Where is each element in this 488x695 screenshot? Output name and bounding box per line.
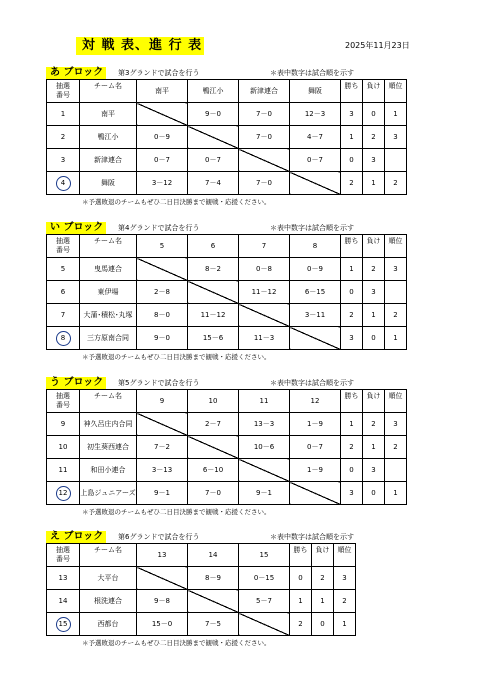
win-header: 勝ち [341,80,363,103]
rank-value: 3 [334,567,356,590]
score-cell: 0－15 [239,567,290,590]
lot-header [47,390,80,413]
score-cell: 7－0 [239,103,290,126]
lot-cell: 1 [47,103,80,126]
lot-cell: 9 [47,413,80,436]
score-cell: 7－0 [239,126,290,149]
lot-label: 抽選 [56,237,70,245]
table-row [47,103,407,126]
opponent-header: 7 [239,235,290,258]
self-match-cell [188,126,239,149]
team-name: 西都台 [80,613,137,636]
lose-header: 負け [312,544,334,567]
rank-value: 2 [385,436,407,459]
score-cell: 8－9 [188,567,239,590]
lose-count: 1 [363,172,385,195]
team-name: 鴨江小 [80,126,137,149]
lot-cell [47,482,80,505]
lot-label: 抽選 [56,392,70,400]
win-count: 3 [341,482,363,505]
team-name: 南平 [80,103,137,126]
self-match-cell [290,327,341,350]
block-ground-note: 第6グランドで試合を行う [118,533,200,541]
self-match-cell [239,149,290,172]
score-cell: 11－3 [239,327,290,350]
lose-count: 2 [363,413,385,436]
table-row [47,482,407,505]
lot-cell [47,172,80,195]
win-count: 3 [341,103,363,126]
score-cell: 8－2 [188,258,239,281]
win-count: 2 [341,436,363,459]
lot-label: 番号 [56,246,70,254]
win-count: 2 [341,304,363,327]
self-match-cell [137,413,188,436]
opponent-header: 鴨江小 [188,80,239,103]
score-order-note: ＊表中数字は試合順を示す [270,533,354,541]
score-cell: 10－6 [239,436,290,459]
block [46,377,407,516]
rank-value [385,149,407,172]
lot-label: 番号 [56,401,70,409]
opponent-header: 11 [239,390,290,413]
self-match-cell [188,281,239,304]
lot-cell: 3 [47,149,80,172]
win-count: 1 [341,258,363,281]
score-cell: 2－7 [188,413,239,436]
rank-header: 順位 [385,235,407,258]
score-cell: 2－8 [137,281,188,304]
win-count: 0 [290,567,312,590]
score-cell: 0－8 [239,258,290,281]
opponent-header: 13 [137,544,188,567]
rank-header: 順位 [385,390,407,413]
win-count: 1 [341,413,363,436]
score-cell: 0－7 [290,149,341,172]
score-cell: 15－0 [137,613,188,636]
rank-header: 順位 [334,544,356,567]
lose-count: 2 [363,258,385,281]
lot-number-circled: 4 [56,176,71,191]
lot-cell [47,613,80,636]
rank-value: 2 [385,172,407,195]
win-count: 1 [341,126,363,149]
score-cell: 7－2 [137,436,188,459]
self-match-cell [137,567,188,590]
lot-cell: 10 [47,436,80,459]
team-header: チーム名 [80,390,137,413]
win-count: 0 [341,459,363,482]
opponent-header: 舞阪 [290,80,341,103]
lose-count: 3 [363,281,385,304]
lose-count: 0 [363,103,385,126]
table-row [47,281,407,304]
lot-number-circled: 12 [56,486,71,501]
team-name: 上島ジュニアーズ [80,482,137,505]
lot-cell: 14 [47,590,80,613]
score-cell: 9－8 [137,590,188,613]
lose-count: 1 [363,304,385,327]
lot-cell: 13 [47,567,80,590]
score-cell: 9－1 [137,482,188,505]
table-row [47,567,356,590]
opponent-header: 8 [290,235,341,258]
self-match-cell [188,436,239,459]
footnote: ＊予選敗退のチームもぜひ二日目決勝まで観戦・応援ください。 [82,353,271,361]
score-cell: 6－15 [290,281,341,304]
lot-header [47,80,80,103]
block [46,222,407,361]
self-match-cell [239,304,290,327]
table-row [47,327,407,350]
win-count: 0 [341,149,363,172]
score-cell: 3－13 [137,459,188,482]
table-row [47,436,407,459]
page-title: 対 戦 表、進 行 表 [76,37,204,55]
win-count: 2 [341,172,363,195]
lot-header [47,235,80,258]
rank-value [385,459,407,482]
lot-header [47,544,80,567]
win-count: 3 [341,327,363,350]
team-header: チーム名 [80,235,137,258]
self-match-cell [137,103,188,126]
block-ground-note: 第5グランドで試合を行う [118,379,200,387]
team-name: 神久呂庄内合同 [80,413,137,436]
win-count: 1 [290,590,312,613]
table-row [47,459,407,482]
team-name: 曳馬連合 [80,258,137,281]
score-cell: 1－9 [290,459,341,482]
lose-header: 負け [363,390,385,413]
table-row [47,613,356,636]
table-row [47,172,407,195]
table-row [47,413,407,436]
score-cell: 3－12 [137,172,188,195]
score-cell: 13－3 [239,413,290,436]
lot-label: 番号 [56,555,70,563]
score-cell: 0－9 [137,126,188,149]
score-cell: 5－7 [239,590,290,613]
block-header [46,377,407,389]
rank-value: 3 [385,258,407,281]
team-name: 舞阪 [80,172,137,195]
score-cell: 3－11 [290,304,341,327]
score-cell: 9－1 [239,482,290,505]
team-header: チーム名 [80,544,137,567]
lot-label: 抽選 [56,546,70,554]
score-cell: 1－9 [290,413,341,436]
self-match-cell [239,459,290,482]
self-match-cell [188,590,239,613]
score-cell: 0－7 [188,149,239,172]
table-row [47,304,407,327]
block-ground-note: 第3グランドで試合を行う [118,69,200,77]
rank-value: 1 [385,327,407,350]
footnote: ＊予選敗退のチームもぜひ二日目決勝まで観戦・応援ください。 [82,198,271,206]
lot-cell: 5 [47,258,80,281]
score-cell: 4－7 [290,126,341,149]
score-cell: 0－7 [137,149,188,172]
footnote: ＊予選敗退のチームもぜひ二日目決勝まで観戦・応援ください。 [82,639,271,647]
lose-count: 3 [363,459,385,482]
win-count: 0 [341,281,363,304]
opponent-header: 南平 [137,80,188,103]
team-name: 初生葵西連合 [80,436,137,459]
score-cell: 7－0 [239,172,290,195]
opponent-header: 15 [239,544,290,567]
match-table [46,543,356,636]
lot-label: 番号 [56,91,70,99]
score-order-note: ＊表中数字は試合順を示す [270,379,354,387]
score-cell: 7－0 [188,482,239,505]
lose-count: 0 [363,327,385,350]
block-header [46,67,407,79]
team-name: 根洗連合 [80,590,137,613]
score-cell: 15－6 [188,327,239,350]
table-row [47,258,407,281]
opponent-header: 10 [188,390,239,413]
lot-cell: 6 [47,281,80,304]
rank-value: 1 [385,103,407,126]
lose-count: 3 [363,149,385,172]
team-name: 和田小連合 [80,459,137,482]
score-cell: 11－12 [239,281,290,304]
team-name: 東伊場 [80,281,137,304]
header-row [47,390,407,413]
block [46,67,407,206]
opponent-header: 6 [188,235,239,258]
match-table [46,234,407,350]
rank-value: 2 [334,590,356,613]
opponent-header: 新津連合 [239,80,290,103]
footnote: ＊予選敗退のチームもぜひ二日目決勝まで観戦・応援ください。 [82,508,271,516]
rank-value: 1 [385,482,407,505]
self-match-cell [290,482,341,505]
lose-count: 2 [363,126,385,149]
score-cell: 11－12 [188,304,239,327]
score-cell: 7－4 [188,172,239,195]
block-header [46,222,407,234]
score-cell: 7－5 [188,613,239,636]
match-table [46,389,407,505]
lot-number-circled: 15 [56,617,71,632]
score-cell: 0－9 [290,258,341,281]
block-name: え ブロック [46,531,106,543]
score-order-note: ＊表中数字は試合順を示す [270,224,354,232]
lose-header: 負け [363,235,385,258]
win-header: 勝ち [290,544,312,567]
opponent-header: 9 [137,390,188,413]
score-cell: 8－0 [137,304,188,327]
score-cell: 6－10 [188,459,239,482]
block-name: う ブロック [46,377,106,389]
header-row [47,544,356,567]
match-table [46,79,407,195]
lot-label: 抽選 [56,82,70,90]
rank-value: 3 [385,126,407,149]
rank-value: 3 [385,413,407,436]
date-label: 2025年11月23日 [345,41,410,50]
win-header: 勝ち [341,235,363,258]
lose-count: 2 [312,567,334,590]
team-name: 大蒲･積松･丸塚 [80,304,137,327]
self-match-cell [290,172,341,195]
lose-header: 負け [363,80,385,103]
team-header: チーム名 [80,80,137,103]
block-header [46,531,356,543]
header-row [47,235,407,258]
table-row [47,126,407,149]
block-ground-note: 第4グランドで試合を行う [118,224,200,232]
score-cell: 9－0 [137,327,188,350]
score-cell: 0－7 [290,436,341,459]
rank-value [385,281,407,304]
lose-count: 1 [312,590,334,613]
win-count: 2 [290,613,312,636]
block-name: い ブロック [46,222,106,234]
team-name: 三方原南合同 [80,327,137,350]
win-header: 勝ち [341,390,363,413]
lot-cell: 2 [47,126,80,149]
rank-header: 順位 [385,80,407,103]
rank-value: 2 [385,304,407,327]
self-match-cell [239,613,290,636]
rank-value: 1 [334,613,356,636]
block [46,531,356,647]
block-name: あ ブロック [46,67,106,79]
self-match-cell [137,258,188,281]
lot-number-circled: 8 [56,331,71,346]
opponent-header: 5 [137,235,188,258]
lose-count: 0 [312,613,334,636]
header-row [47,80,407,103]
table-row [47,590,356,613]
opponent-header: 12 [290,390,341,413]
score-order-note: ＊表中数字は試合順を示す [270,69,354,77]
opponent-header: 14 [188,544,239,567]
team-name: 大平台 [80,567,137,590]
team-name: 新津連合 [80,149,137,172]
lose-count: 0 [363,482,385,505]
score-cell: 12－3 [290,103,341,126]
lot-cell [47,327,80,350]
lot-cell: 11 [47,459,80,482]
score-cell: 9－0 [188,103,239,126]
lose-count: 1 [363,436,385,459]
lot-cell: 7 [47,304,80,327]
table-row [47,149,407,172]
